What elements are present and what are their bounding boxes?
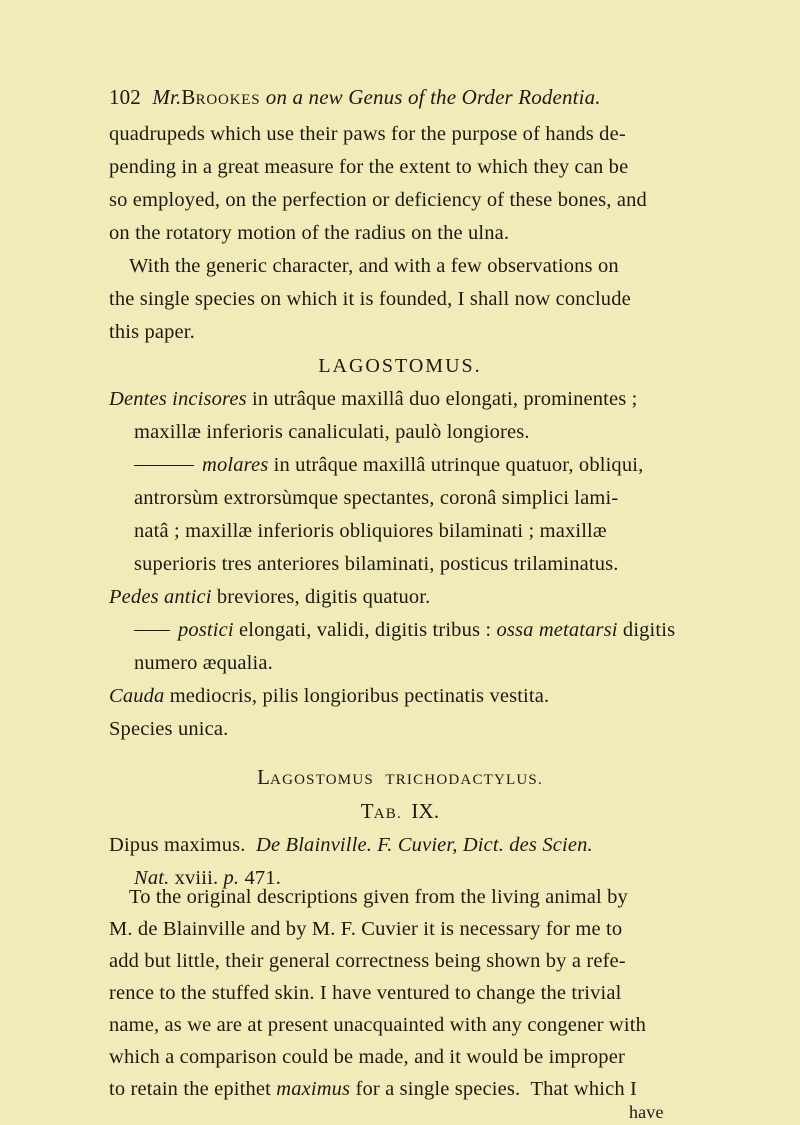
plate-abbrev: AB. <box>373 806 402 822</box>
text-line: With the generic character, and with a few observations on <box>129 255 619 277</box>
diagnosis-label: postici <box>178 619 234 641</box>
text-line: the single species on which it is founded, I shall now conclude <box>109 288 631 310</box>
text-fragment: to retain the epithet <box>109 1078 277 1100</box>
species-genus: AGOSTOMUS <box>270 772 374 788</box>
diagnosis-text: in utrâque maxillâ duo elongati, prominentes ; <box>246 388 638 410</box>
author-rest: ROOKES <box>195 92 261 108</box>
diagnosis-label: molares <box>202 454 269 476</box>
diagnosis-text: digitis <box>617 619 676 641</box>
text-line <box>109 1076 637 1102</box>
diagnosis-text: mediocris, pilis longioribus pectinatis vestita. <box>164 685 550 707</box>
text-line: rence to the stuffed skin. I have ventured to change the trivial <box>109 982 622 1004</box>
diagnosis-line <box>109 386 637 412</box>
text-line: M. de Blainville and by M. F. Cuvier it is necessary for me to <box>109 918 623 940</box>
synonym-ref: xviii. <box>169 867 224 889</box>
diagnosis-line <box>109 683 549 709</box>
ditto-dash <box>134 465 194 466</box>
diagnosis-line: maxillæ inferioris canaliculati, paulò longiores. <box>134 421 530 443</box>
diagnosis-label: Pedes antici <box>109 586 212 608</box>
synonym-ref: 471. <box>239 867 281 889</box>
diagnosis-text: elongati, validi, digitis tribus : <box>233 619 497 641</box>
text-line: quadrupeds which use their paws for the purpose of hands de- <box>109 123 626 145</box>
diagnosis-line <box>134 617 675 643</box>
species-heading <box>0 764 800 793</box>
diagnosis-line: Species unica. <box>109 718 229 740</box>
species-initial: L <box>257 765 271 789</box>
diagnosis-line <box>134 452 643 478</box>
genus-heading: LAGOSTOMUS. <box>318 355 482 377</box>
diagnosis-label: Cauda <box>109 685 165 707</box>
synonym-authority: De Blainville. F. Cuvier, Dict. des Scien. <box>256 834 593 856</box>
author-prefix: Mr. <box>152 85 182 109</box>
italic-epithet: maximus <box>276 1078 351 1100</box>
text-line: To the original descriptions given from the living animal by <box>129 886 628 908</box>
running-header <box>109 84 601 113</box>
diagnosis-label: Dentes incisores <box>109 388 247 410</box>
diagnosis-line <box>109 584 430 610</box>
text-line: so employed, on the perfection or deficiency of these bones, and <box>109 189 647 211</box>
synonym-name: Dipus maximus. <box>109 834 257 856</box>
synonymy-line <box>109 832 593 858</box>
text-fragment: for a single species. That which I <box>350 1078 638 1100</box>
plate-number: IX. <box>411 799 440 823</box>
text-line: which a comparison could be made, and it would be improper <box>109 1046 625 1068</box>
text-line: pending in a great measure for the extent to which they can be <box>109 156 629 178</box>
species-trivial: TRICHODACTYLUS. <box>385 772 543 788</box>
author-initial: B <box>181 85 196 109</box>
page-number: 102 <box>109 85 141 109</box>
diagnosis-line: antrorsùm extrorsùmque spectantes, coronâ simplici lami- <box>134 487 619 509</box>
synonym-ref: p. <box>223 867 240 889</box>
catchword: have <box>629 1102 664 1122</box>
text-line: this paper. <box>109 321 195 343</box>
synonym-ref: Nat. <box>134 867 170 889</box>
diagnosis-text: breviores, digitis quatuor. <box>211 586 431 608</box>
diagnosis-label: ossa metatarsi <box>496 619 618 641</box>
diagnosis-line: numero æqualia. <box>134 652 273 674</box>
text-line: on the rotatory motion of the radius on the ulna. <box>109 222 510 244</box>
ditto-dash <box>134 630 170 631</box>
plate-initial: T <box>360 799 374 823</box>
plate-reference <box>0 798 800 827</box>
diagnosis-line: natâ ; maxillæ inferioris obliquiores bilaminati ; maxillæ <box>134 520 607 542</box>
diagnosis-text: in utrâque maxillâ utrinque quatuor, obliqui, <box>268 454 644 476</box>
text-line: name, as we are at present unacquainted with any congener with <box>109 1014 646 1036</box>
text-line: add but little, their general correctness being shown by a refe- <box>109 950 626 972</box>
diagnosis-line: superioris tres anteriores bilaminati, posticus trilaminatus. <box>134 553 619 575</box>
running-title: on a new Genus of the Order Rodentia. <box>265 85 601 109</box>
